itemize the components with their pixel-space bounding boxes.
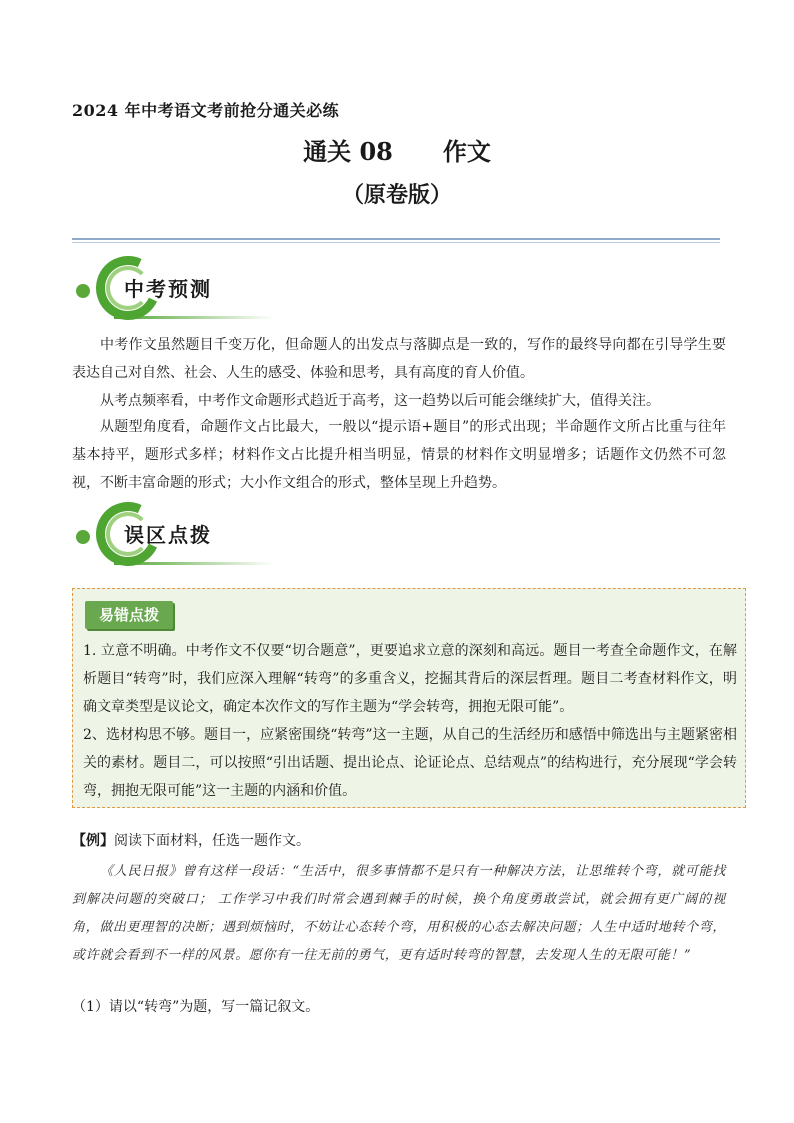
- tip-point: 1. 立意不明确。中考作文不仅要“切合题意”，更要追求立意的深刻和高远。题目一考查全命题作文，在解析题目“转弯”时，我们应深入理解“转弯”的多重含义，挖掘其背后的深层哲理。题目二考查材料作文，明确文章类型是议论文，确定本次作文的写作主题为“学会转弯，拥抱无限可能”。: [83, 643, 737, 715]
- writing-prompt-1: （1）请以“转弯”为题，写一篇记叙文。: [72, 999, 320, 1015]
- series-title: 2024 年中考语文考前抢分通关必练: [72, 101, 340, 120]
- paragraph: 中考作文虽然题目千变万化，但命题人的出发点与落脚点是一致的，写作的最终导向都在引导学生要表达自己对自然、社会、人生的感受、体验和思考，具有高度的育人价值。: [72, 337, 726, 381]
- main-title: [0, 132, 794, 167]
- paragraph: 从题型角度看，命题作文占比最大，一般以“提示语+题目”的形式出现；半命题作文所占比重与往年基本持平，题形式多样；材料作文占比提升相当明显，情景的材料作文明显增多；话题作文仍然不可忽视，不断丰富命题的形式；大小作文组合的形式，整体呈现上升趋势。: [72, 419, 726, 491]
- bullet-dot-icon: [76, 284, 90, 298]
- main-title-part2: 作文: [442, 137, 491, 166]
- section-underline: [114, 562, 274, 565]
- tip-point: 2、选材构思不够。题目一，应紧密围绕“转弯”这一主题，从自己的生活经历和感悟中筛选出与主题紧密相关的素材。题目二，可以按照“引出话题、提出论点、论证论点、总结观点”的结构进行，充分展现“学会转弯，拥抱无限可能”这一主题的内涵和价值。: [83, 727, 737, 799]
- tip-badge: 易错点拨: [85, 601, 173, 629]
- section-heading-pitfalls: [74, 502, 294, 574]
- example-tag: 【例】: [72, 833, 114, 849]
- section-underline: [114, 316, 274, 319]
- paragraph: 从考点频率看，中考作文命题形式趋近于高考，这一趋势以后可能会继续扩大，值得关注。: [100, 393, 660, 409]
- header-divider-thin: [72, 242, 720, 243]
- sub-title: （原卷版）: [341, 182, 452, 208]
- section-heading-forecast: [74, 256, 294, 328]
- tip-box: [72, 588, 746, 808]
- bullet-dot-icon: [76, 530, 90, 544]
- example-quote: 《人民日报》曾有这样一段话：“生活中，很多事情都不是只有一种解决方法，让思维转个弯，就可能找到解决问题的突破口； 工作学习中我们时常会遇到棘手的时候，换个角度勇敢尝试，就会拥有更广阔的视角，做出更理智的决断；遇到烦恼时，不妨让心态转个弯，用积极的心态去解决问题；人生中适时地转个弯，或许就会看到不一样的风景。愿你有一往无前的勇气，更有适时转弯的智慧，去发现人生的无限可能！”: [72, 864, 726, 963]
- section-label: 中考预测: [124, 277, 212, 301]
- main-title-part1: 通关 08: [303, 137, 393, 166]
- header-divider: [72, 238, 720, 240]
- section-label: 误区点拨: [124, 523, 212, 547]
- example-instruction: 阅读下面材料，任选一题作文。: [114, 833, 310, 849]
- example-heading: [72, 830, 310, 850]
